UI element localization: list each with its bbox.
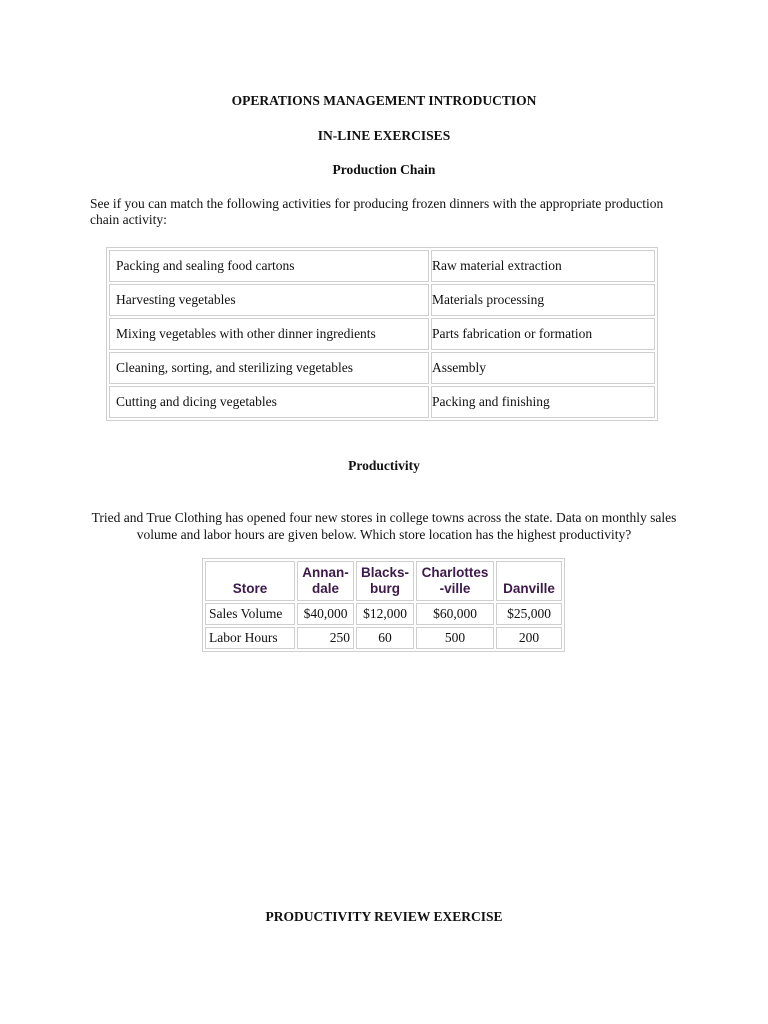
header-danville: Danville xyxy=(496,561,562,601)
table-cell: 60 xyxy=(356,627,414,649)
activity-cell: Harvesting vegetables xyxy=(109,284,429,316)
stage-cell: Materials processing xyxy=(431,284,655,316)
activity-cell: Packing and sealing food cartons xyxy=(109,250,429,282)
activity-cell: Mixing vegetables with other dinner ingredients xyxy=(109,318,429,350)
table-row xyxy=(109,352,655,384)
row-label-sales-volume: Sales Volume xyxy=(205,603,295,625)
header-blacksburg: Blacks- burg xyxy=(356,561,414,601)
section-heading-production-chain: Production Chain xyxy=(332,162,436,177)
activity-cell: Cleaning, sorting, and sterilizing vegetables xyxy=(109,352,429,384)
stage-cell: Packing and finishing xyxy=(431,386,655,418)
table-cell: $40,000 xyxy=(297,603,354,625)
table-cell: $12,000 xyxy=(356,603,414,625)
production-chain-table xyxy=(106,247,658,421)
header-charlottesville: Charlottes -ville xyxy=(416,561,494,601)
table-row xyxy=(109,318,655,350)
header-store: Store xyxy=(205,561,295,601)
stage-cell: Raw material extraction xyxy=(431,250,655,282)
row-label-labor-hours: Labor Hours xyxy=(205,627,295,649)
page-subtitle: IN-LINE EXERCISES xyxy=(317,128,451,143)
table-cell: $25,000 xyxy=(496,603,562,625)
table-row xyxy=(109,250,655,282)
table-header-row xyxy=(205,561,562,601)
table-row xyxy=(109,284,655,316)
store-productivity-table xyxy=(202,558,565,652)
intro-paragraph: See if you can match the following activities for producing frozen dinners with the appropriate production chain activity: xyxy=(90,196,664,227)
table-row xyxy=(205,603,562,625)
table-cell: 250 xyxy=(297,627,354,649)
table-cell: $60,000 xyxy=(416,603,494,625)
activity-cell: Cutting and dicing vegetables xyxy=(109,386,429,418)
section-heading-productivity: Productivity xyxy=(348,458,420,473)
section-heading-review: PRODUCTIVITY REVIEW EXERCISE xyxy=(265,909,503,924)
table-cell: 500 xyxy=(416,627,494,649)
stage-cell: Parts fabrication or formation xyxy=(431,318,655,350)
stage-cell: Assembly xyxy=(431,352,655,384)
productivity-paragraph: Tried and True Clothing has opened four new stores in college towns across the state. Data on monthly sales volume and labor hours are given below. Which store location has the highest productivity? xyxy=(91,510,677,542)
table-row xyxy=(109,386,655,418)
table-row xyxy=(205,627,562,649)
page-title: OPERATIONS MANAGEMENT INTRODUCTION xyxy=(231,93,537,108)
table-cell: 200 xyxy=(496,627,562,649)
header-annandale: Annan- dale xyxy=(297,561,354,601)
